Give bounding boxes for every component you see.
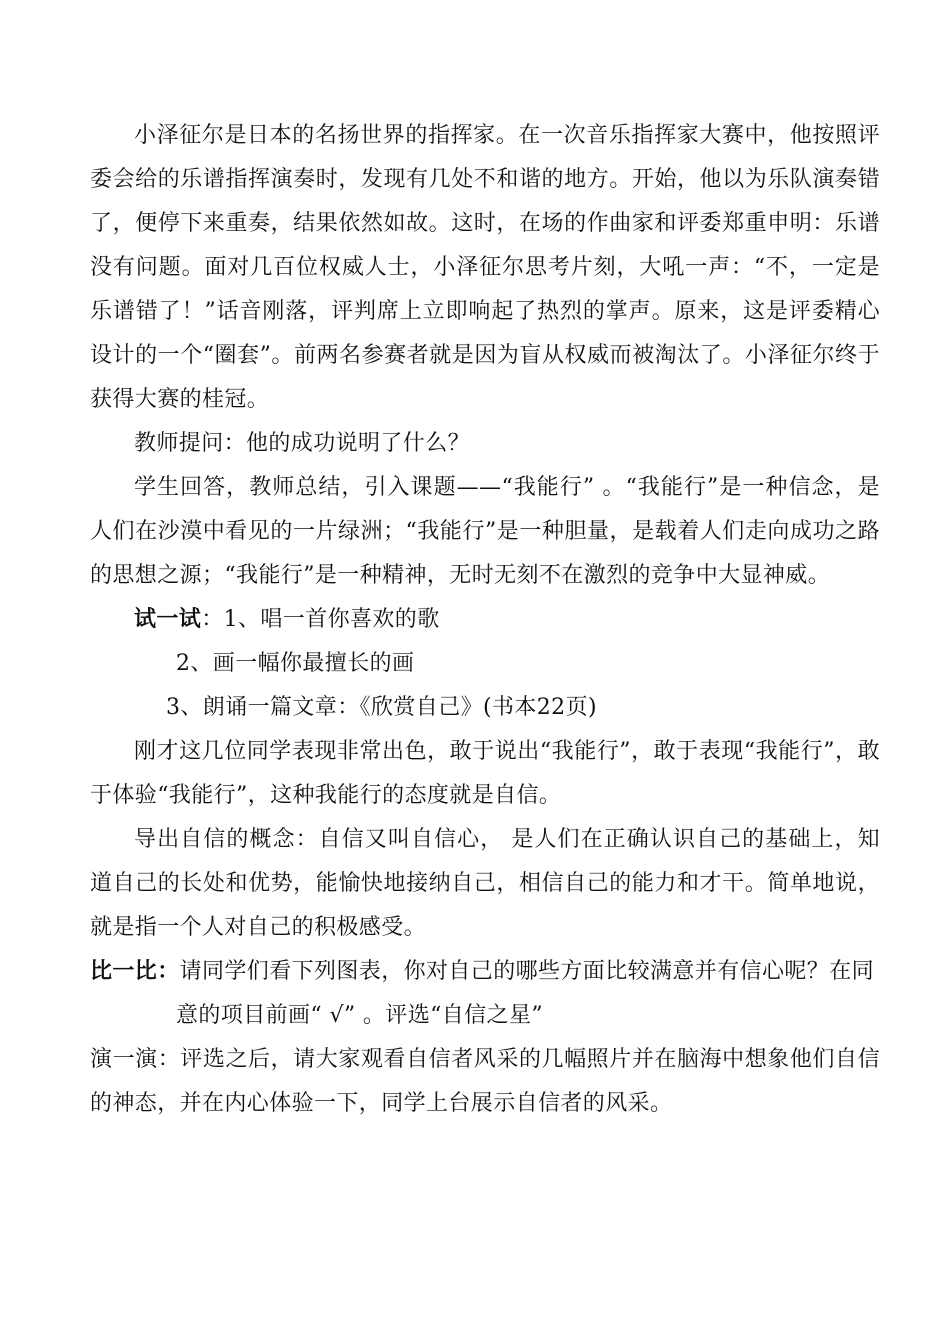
try-item-3: 3、朗诵一篇文章：《欣赏自己》(书本22页) [166,695,597,720]
compare-label: 比一比： [90,959,180,984]
act-paragraph: 演一演：评选之后，请大家观看自信者风采的几幅照片并在脑海中想象他们自信的神态，并在内心体验一下，同学上台展示自信者的风采。 [90,1047,880,1116]
try-label: 试一试 [134,607,202,632]
compare-text-2: 意的项目前画“ √” 。评选“自信之星” [176,1003,543,1028]
compare-text-1: 请同学们看下列图表，你对自己的哪些方面比较满意并有信心呢？在同 [179,959,875,984]
summary-paragraph: 刚才这几位同学表现非常出色，敢于说出“我能行”，敢于表现“我能行”，敢于体验“我能行”，这种我能行的态度就是自信。 [90,739,880,808]
teacher-question: 教师提问：他的成功说明了什么？ [134,431,471,456]
try-item-1: 1、唱一首你喜欢的歌 [223,607,440,632]
try-separator: ： [201,607,224,632]
document-body [90,114,880,1126]
try-item-2: 2、画一幅你最擅长的画 [176,651,415,676]
compare-section-line1 [90,950,880,994]
concept-paragraph: 导出自信的概念：自信又叫自信心， 是人们在正确认识自己的基础上，知道自己的长处和优势，能愉快地接纳自己，相信自己的能力和才干。简单地说，就是指一个人对自己的积极感受。 [90,827,880,940]
student-answer-paragraph: 学生回答，教师总结，引入课题——“我能行” 。“我能行”是一种信念，是人们在沙漠中看见的一片绿洲；“我能行”是一种胆量，是载着人们走向成功之路的思想之源；“我能行”是一种精神，无时无刻不在激烈的竞争中大显神威。 [90,475,880,588]
try-section-line1 [90,598,880,642]
story-paragraph: 小泽征尔是日本的名扬世界的指挥家。在一次音乐指挥家大赛中，他按照评委会给的乐谱指挥演奏时，发现有几处不和谐的地方。开始，他以为乐队演奏错了，便停下来重奏，结果依然如故。这时，在场的作曲家和评委郑重申明：乐谱没有问题。面对几百位权威人士，小泽征尔思考片刻，大吼一声：“不，一定是乐谱错了！”话音刚落，评判席上立即响起了热烈的掌声。原来，这是评委精心设计的一个“圈套”。前两名参赛者就是因为盲从权威而被淘汰了。小泽征尔终于获得大赛的桂冠。 [90,123,880,412]
